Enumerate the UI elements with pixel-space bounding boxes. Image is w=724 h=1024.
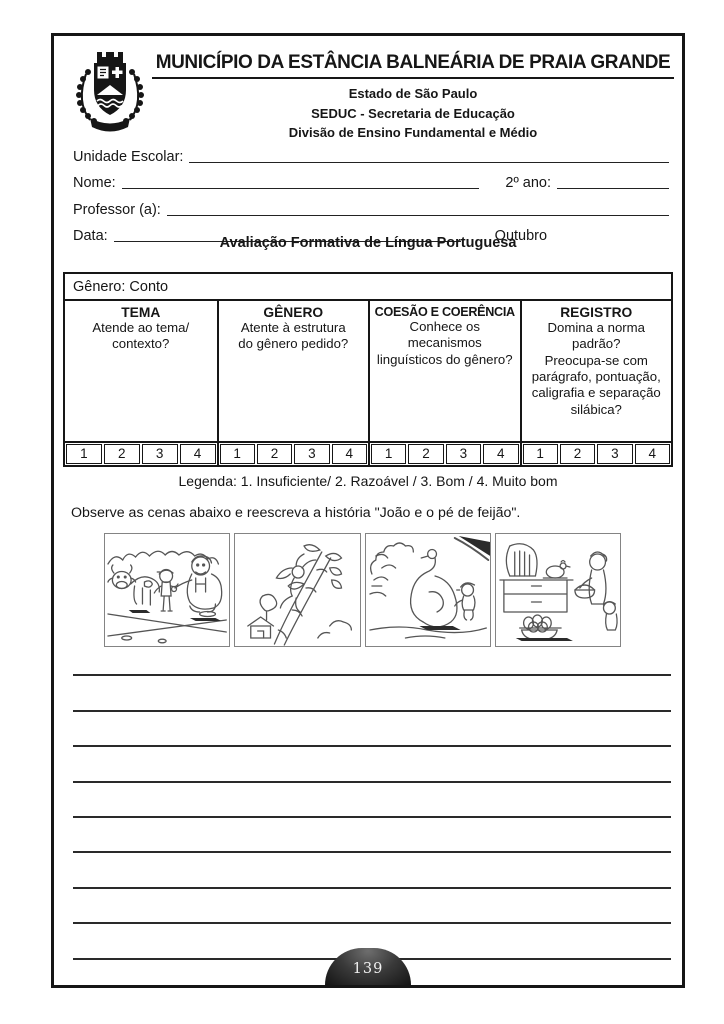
column-desc-line: do gênero pedido? [238,336,349,352]
department-line: SEDUC - Secretaria de Educação [311,105,515,121]
school-blank-line [189,162,669,163]
scores-row [65,441,671,465]
name-blank-line [122,188,480,189]
score-group-registro [520,443,672,465]
column-title: TEMA [121,305,161,320]
date-label: Data: [73,228,108,244]
score-cell: 2 [560,444,595,464]
rubric-column-genero [217,301,369,441]
writing-line [73,712,671,747]
score-cell: 4 [332,444,367,464]
column-desc-line: silábica? [570,401,622,417]
teacher-label: Professor (a): [73,201,161,218]
coat-of-arms-icon [68,46,152,144]
writing-line [73,818,671,853]
letterhead [152,52,674,143]
rubric-column-registro [520,301,672,441]
column-title: GÊNERO [263,305,324,320]
column-desc-line: parágrafo, pontuação, [531,369,661,385]
writing-line [73,783,671,818]
score-cell: 2 [257,444,292,464]
column-desc-line: Preocupa-se com [544,352,648,368]
comic-panel-2 [234,533,360,647]
score-legend: Legenda: 1. Insuficiente/ 2. Razoável / 3. Bom / 4. Muito bom [178,473,558,489]
rubric-table [63,272,673,467]
grade-blank-line [557,188,669,189]
task-instruction: Observe as cenas abaixo e reescreva a história "João e o pé de feijão". [71,505,521,521]
name-row [73,166,669,193]
column-desc-line: linguísticos do gênero? [376,351,513,367]
division-line: Divisão de Ensino Fundamental e Médio [288,125,538,140]
score-cell: 1 [66,444,102,464]
score-cell: 3 [294,444,329,464]
school-label: Unidade Escolar: [73,148,184,165]
municipality-title: MUNICÍPIO DA ESTÂNCIA BALNEÁRIA DE PRAIA GRANDE [152,52,674,79]
rubric-columns [65,301,671,441]
column-title: REGISTRO [560,305,633,320]
writing-line [73,889,671,924]
teacher-row [73,192,669,219]
score-cell: 3 [142,444,178,464]
comic-strip [104,533,621,647]
score-cell: 1 [371,444,406,464]
column-desc-line: Atente à estrutura [240,320,346,335]
comic-panel-4 [495,533,621,647]
column-desc-line: caligrafia e separação [531,385,661,401]
school-row [73,139,669,166]
writing-line [73,641,671,676]
column-desc-line: Atende ao tema/ [92,320,190,335]
name-label: Nome: [73,175,116,191]
score-group-coesao [368,443,520,465]
month-label: Outubro [494,228,548,244]
score-group-tema [65,443,217,465]
teacher-blank-line [167,215,669,216]
genre-row: Gênero: Conto [65,274,671,301]
score-cell: 1 [523,444,558,464]
identification-fields [73,139,669,245]
comic-panel-1 [104,533,230,647]
score-cell: 3 [446,444,481,464]
score-cell: 4 [483,444,518,464]
state-line: Estado de São Paulo [348,86,478,101]
score-cell: 1 [220,444,255,464]
column-desc-line: Conhece os [409,319,480,334]
score-cell: 4 [180,444,216,464]
column-desc-line: Domina a norma [547,320,645,335]
column-desc-line: mecanismos [407,335,482,351]
column-desc-line: padrão? [572,336,621,352]
writing-line [73,676,671,711]
page-number-badge: 139 [325,948,411,985]
rubric-column-tema [65,301,217,441]
score-cell: 2 [104,444,140,464]
score-cell: 2 [408,444,443,464]
assessment-title: Avaliação Formativa de Língua Portuguesa [219,235,517,251]
writing-line [73,747,671,782]
grade-label: 2º ano: [505,175,551,191]
rubric-column-coesao [368,301,520,441]
page-border [51,33,685,988]
comic-panel-3 [365,533,491,647]
column-desc-line: contexto? [112,336,170,352]
score-cell: 4 [635,444,670,464]
writing-lines [73,641,671,960]
score-group-genero [217,443,369,465]
column-title: COESÃO E COERÊNCIA [374,305,515,319]
score-cell: 3 [597,444,632,464]
writing-line [73,853,671,888]
